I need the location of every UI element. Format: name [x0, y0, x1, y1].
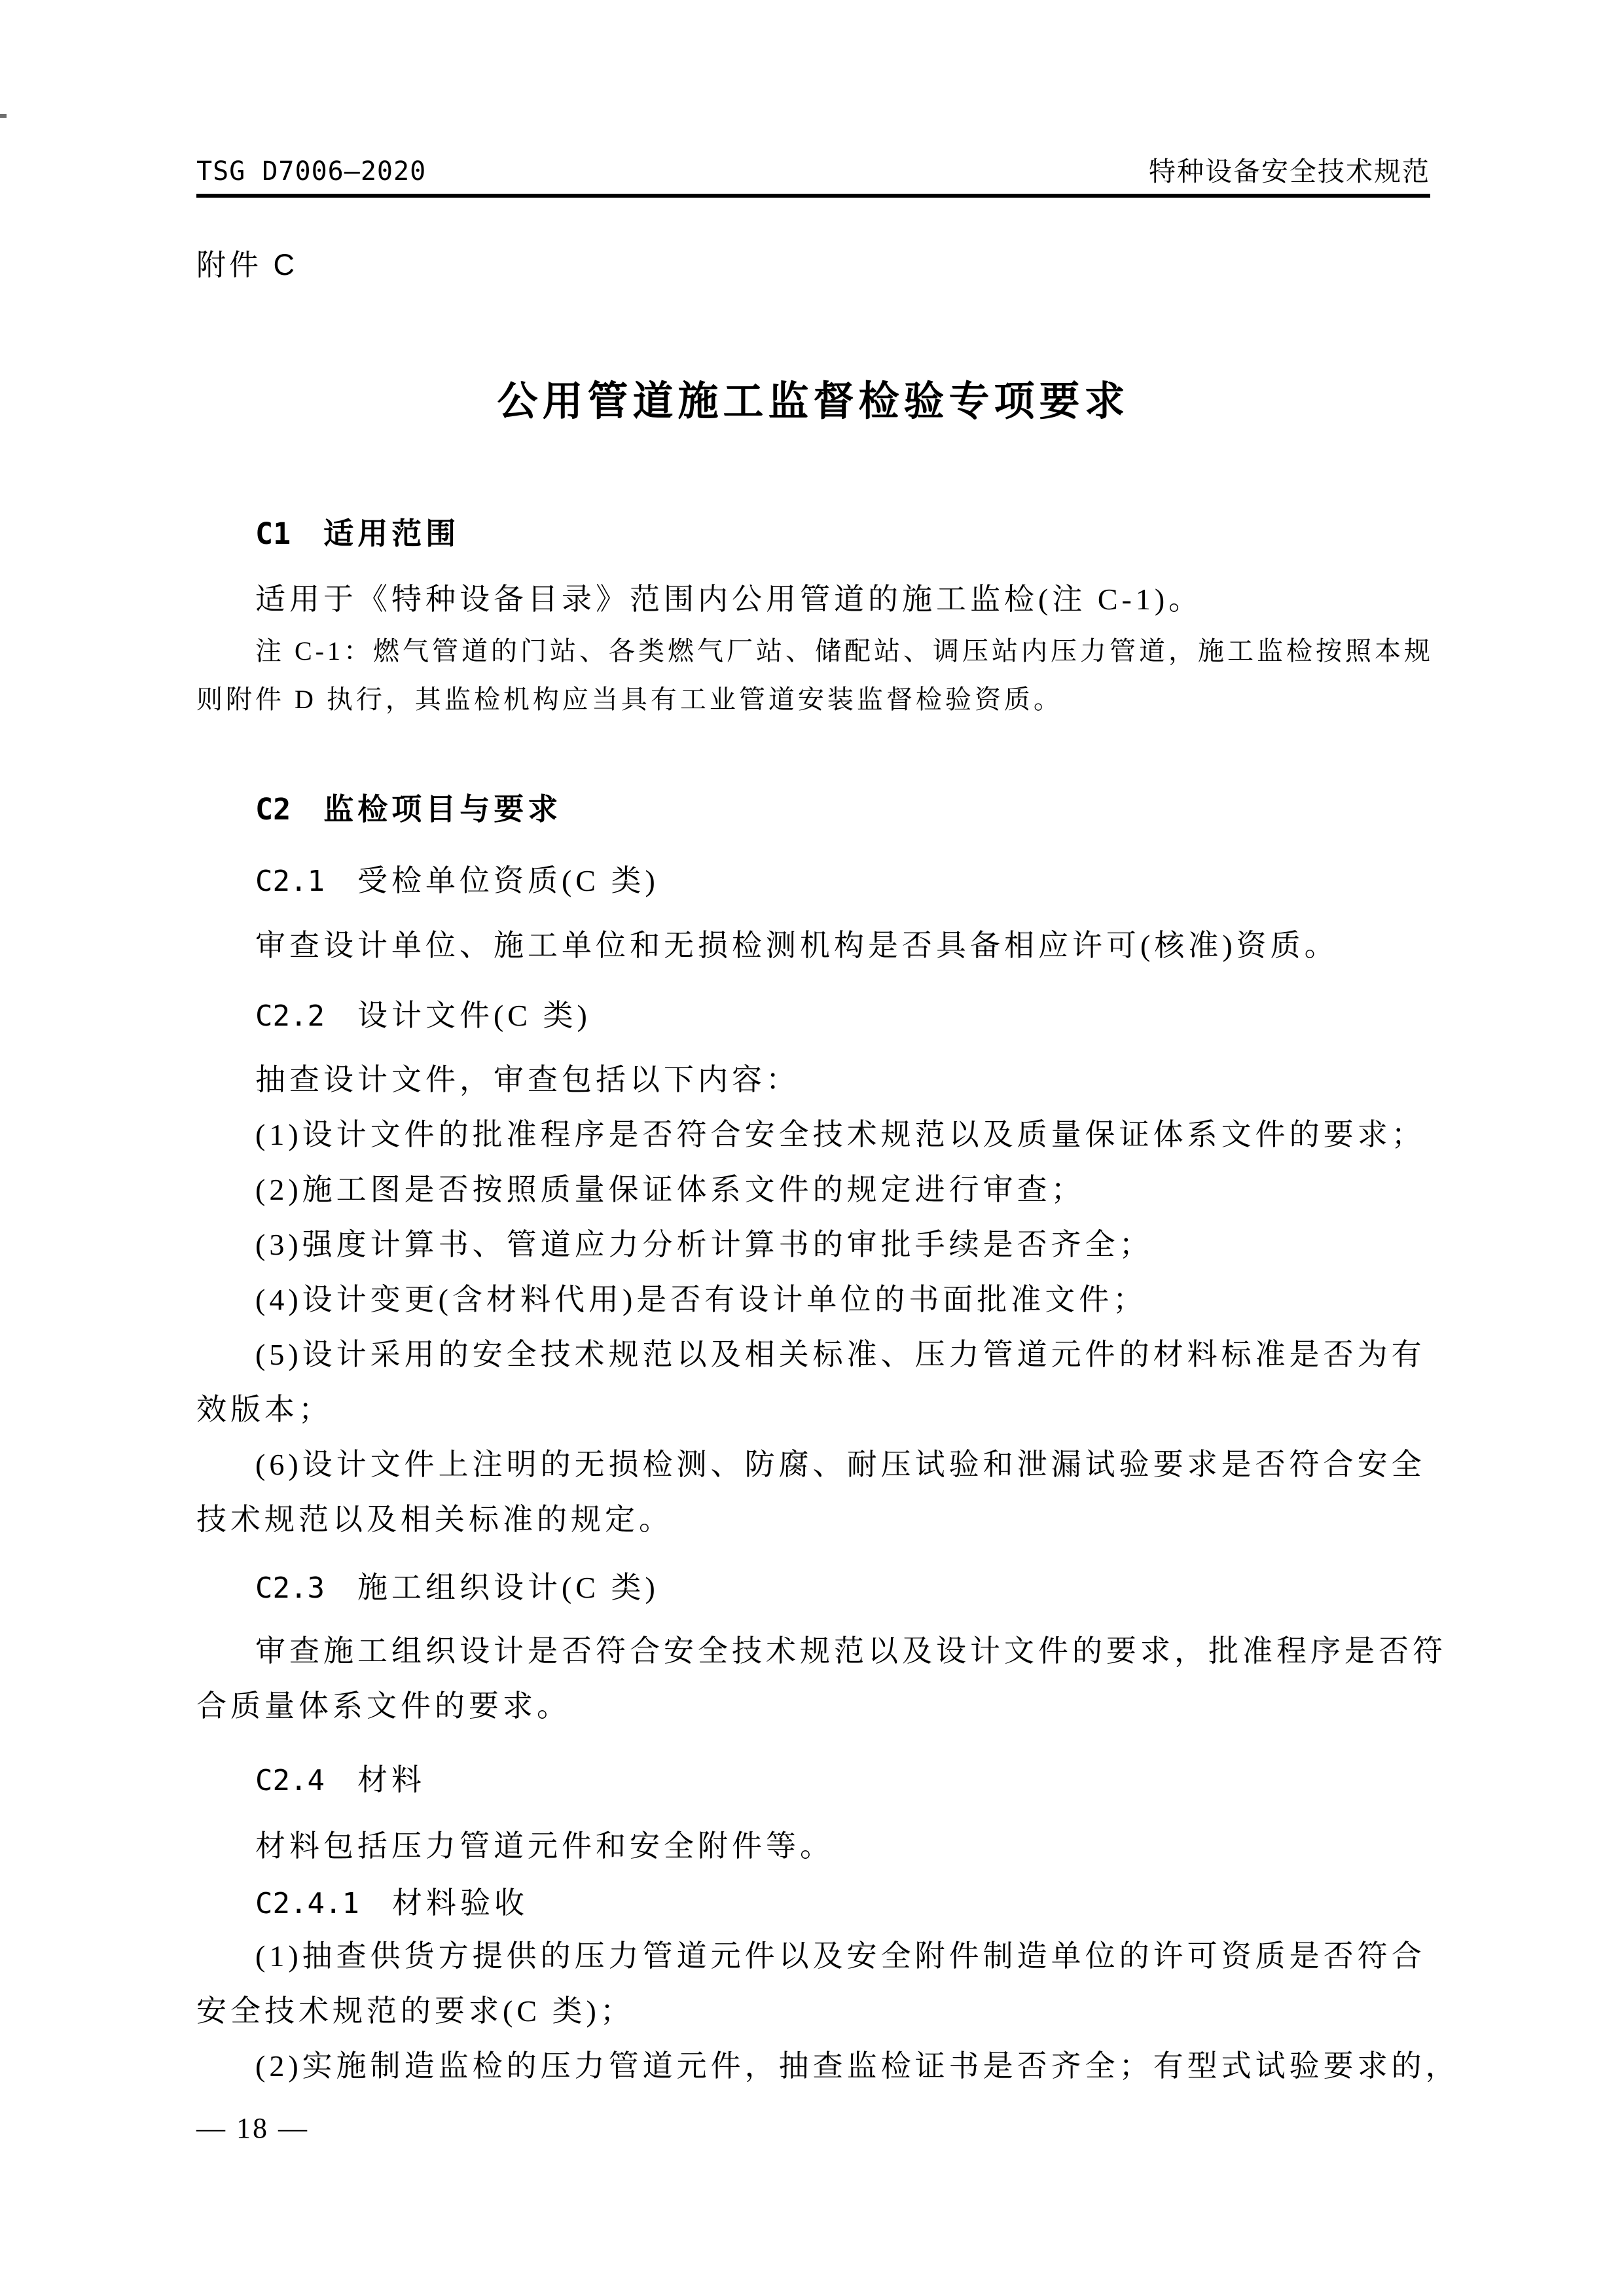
heading-c2-4-1-number: C2.4.1 — [255, 1887, 359, 1920]
heading-c2-text: 监检项目与要求 — [323, 792, 562, 826]
paragraph-c2-2-intro: 抽查设计文件，审查包括以下内容： — [255, 1063, 800, 1096]
heading-c2-4 — [196, 1760, 1430, 1801]
doc-category: 特种设备安全技术规范 — [1149, 156, 1430, 187]
heading-c2-4-1-text: 材料验收 — [391, 1886, 528, 1920]
list-item-4: (4)设计变更(含材料代用)是否有设计单位的书面批准文件； — [255, 1283, 1147, 1316]
attachment-label: 附件 C — [196, 248, 298, 281]
paragraph-c2-3 — [196, 1624, 1447, 1734]
heading-c2 — [196, 789, 1430, 830]
list-item-2: (2)施工图是否按照质量保证体系文件的规定进行审查； — [255, 1173, 1085, 1206]
list-item-line: (6)设计文件上注明的无损检测、防腐、耐压试验和泄漏试验要求是否符合安全 — [255, 1448, 1426, 1481]
heading-c2-3-text: 施工组织设计(C 类) — [357, 1571, 659, 1604]
heading-c2-1-text: 受检单位资质(C 类) — [357, 864, 659, 897]
heading-c1-text: 适用范围 — [323, 516, 460, 550]
scan-artifact — [0, 114, 7, 118]
list-item-3: (3)强度计算书、管道应力分析计算书的审批手续是否齐全； — [255, 1228, 1153, 1261]
heading-c2-2-text: 设计文件(C 类) — [357, 999, 591, 1032]
heading-c2-1 — [196, 861, 1430, 902]
doc-code: TSG D7006—2020 — [196, 156, 427, 187]
note-line: 则附件 D 执行，其监检机构应当具有工业管道安装监督检验资质。 — [196, 685, 1063, 714]
heading-c2-4-number: C2.4 — [255, 1764, 325, 1797]
heading-c2-2-number: C2.2 — [255, 999, 325, 1033]
list-item-line: (5)设计采用的安全技术规范以及相关标准、压力管道元件的材料标准是否为有 — [255, 1338, 1426, 1371]
note-c1 — [196, 627, 1434, 724]
heading-c1 — [196, 513, 1430, 554]
page-header — [196, 154, 1430, 188]
heading-c1-number: C1 — [255, 516, 291, 551]
list-item-5 — [196, 1327, 1430, 1437]
list-item-c2-4-1-2: (2)实施制造监检的压力管道元件，抽查监检证书是否齐全；有型式试验要求的， — [255, 2049, 1460, 2083]
heading-c2-2 — [196, 996, 1430, 1037]
heading-c2-3-number: C2.3 — [255, 1571, 325, 1605]
note-line: 注 C-1：燃气管道的门站、各类燃气厂站、储配站、调压站内压力管道，施工监检按照本规 — [255, 636, 1434, 666]
list-item-line: (1)抽查供货方提供的压力管道元件以及安全附件制造单位的许可资质是否符合 — [255, 1939, 1426, 1973]
list-item-line: 技术规范以及相关标准的规定。 — [196, 1503, 673, 1536]
list-item-line: 安全技术规范的要求(C 类)； — [196, 1994, 634, 2028]
paragraph-line: 审查施工组织设计是否符合安全技术规范以及设计文件的要求，批准程序是否符 — [255, 1634, 1447, 1668]
header-rule — [196, 194, 1430, 198]
list-item-6 — [196, 1437, 1430, 1547]
heading-c2-number: C2 — [255, 792, 291, 827]
page-title: 公用管道施工监督检验专项要求 — [497, 379, 1130, 424]
paragraph-c2-4: 材料包括压力管道元件和安全附件等。 — [255, 1829, 834, 1863]
list-item-line: 效版本； — [196, 1393, 333, 1426]
page-number: — 18 — — [196, 2112, 309, 2144]
paragraph-line: 合质量体系文件的要求。 — [196, 1689, 571, 1723]
list-item-c2-4-1-1 — [196, 1929, 1430, 2039]
document-body — [196, 247, 1460, 2094]
heading-c2-1-number: C2.1 — [255, 865, 325, 898]
heading-c2-3 — [196, 1568, 1430, 1609]
paragraph-scope: 适用于《特种设备目录》范围内公用管道的施工监检(注 C-1)。 — [255, 583, 1203, 616]
heading-c2-4-1 — [196, 1883, 1430, 1924]
heading-c2-4-text: 材料 — [357, 1763, 425, 1797]
list-item-1: (1)设计文件的批准程序是否符合安全技术规范以及质量保证体系文件的要求； — [255, 1118, 1426, 1151]
paragraph-c2-1: 审查设计单位、施工单位和无损检测机构是否具备相应许可(核准)资质。 — [255, 929, 1339, 962]
